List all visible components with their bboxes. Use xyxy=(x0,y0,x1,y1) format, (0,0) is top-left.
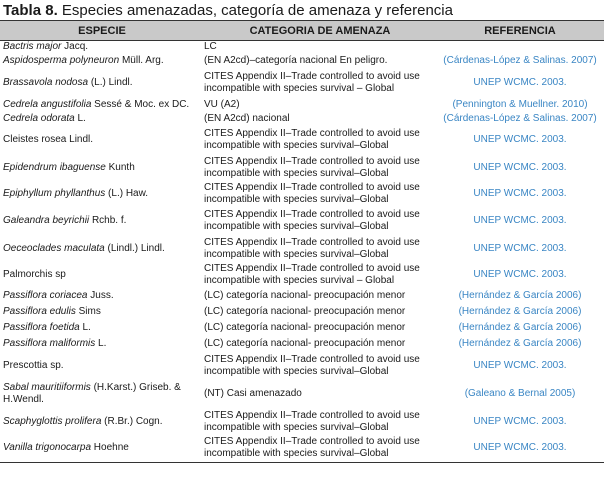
reference-cell: (Pennington & Muellner. 2010) xyxy=(452,99,588,110)
category-cell xyxy=(204,155,436,180)
table-row xyxy=(0,336,604,352)
category-line-cont: incompatible with species survival–Global xyxy=(204,448,389,460)
category-line: CITES Appendix II–Trade controlled to avoid use xyxy=(204,409,420,421)
reference-cell: UNEP WCMC. 2003. xyxy=(473,161,567,173)
threatened-species-table xyxy=(0,20,604,463)
category-line: CITES Appendix II–Trade controlled to avoid use xyxy=(204,155,420,167)
table-row xyxy=(0,408,604,435)
species-cell xyxy=(0,180,204,207)
table-header-row xyxy=(0,21,604,41)
table-row xyxy=(0,97,604,113)
table-row xyxy=(0,155,604,180)
category-cell xyxy=(204,380,436,408)
species-authority: Palmorchis sp xyxy=(3,269,66,280)
category-line: (NT) Casi amenazado xyxy=(204,388,302,399)
species-scientific-name: Aspidosperma polyneuron xyxy=(3,55,120,66)
table-body xyxy=(0,41,604,463)
category-cell xyxy=(204,320,436,336)
species-scientific-name: Bactris major xyxy=(3,41,62,52)
category-line: (LC) categoría nacional- preocupación menor xyxy=(204,338,406,349)
table-row xyxy=(0,288,604,304)
reference-cell: UNEP WCMC. 2003. xyxy=(473,415,567,427)
species-cell xyxy=(0,155,204,180)
species-scientific-name: Passiflora foetida xyxy=(3,322,80,333)
species-authority: Cleistes rosea Lindl. xyxy=(3,134,94,145)
species-scientific-name: Scaphyglottis prolifera xyxy=(3,415,102,427)
category-line: (LC) categoría nacional- preocupación menor xyxy=(204,290,406,301)
category-line: (LC) categoría nacional- preocupación menor xyxy=(204,306,406,317)
category-line: CITES Appendix II–Trade controlled to avoid use xyxy=(204,263,420,274)
table-caption xyxy=(3,1,453,20)
species-cell xyxy=(0,320,204,336)
category-line-cont: incompatible with species survival – Global xyxy=(204,83,395,94)
species-cell xyxy=(0,207,204,235)
species-authority-cont: H.Wendl. xyxy=(3,394,44,405)
species-cell xyxy=(0,380,204,408)
reference-cell: (Cárdenas-López & Salinas. 2007) xyxy=(443,113,597,124)
category-cell xyxy=(204,41,436,54)
species-scientific-name: Cedrela angustifolia xyxy=(3,99,92,110)
reference-cell: (Galeano & Bernal 2005) xyxy=(464,388,576,399)
species-authority: L. xyxy=(74,113,86,124)
species-cell xyxy=(0,69,204,97)
category-line-cont: incompatible with species survival–Global xyxy=(204,221,389,232)
category-line: (LC) categoría nacional- preocupación menor xyxy=(204,322,406,333)
header-species: ESPECIE xyxy=(0,21,204,41)
category-line-cont: incompatible with species survival–Global xyxy=(204,248,389,260)
category-line: VU (A2) xyxy=(204,99,240,110)
category-cell xyxy=(204,97,436,113)
reference-cell: UNEP WCMC. 2003. xyxy=(473,360,567,371)
category-line-cont: incompatible with species survival–Global xyxy=(204,167,389,179)
category-line: CITES Appendix II–Trade controlled to avoid use xyxy=(204,236,420,248)
reference-cell xyxy=(436,41,604,54)
category-cell xyxy=(204,53,436,69)
species-cell xyxy=(0,304,204,320)
category-line: LC xyxy=(204,41,217,52)
species-cell xyxy=(0,288,204,304)
species-scientific-name: Sabal mauritiiformis xyxy=(3,382,91,393)
species-cell xyxy=(0,113,204,125)
table-row xyxy=(0,125,604,155)
species-cell xyxy=(0,53,204,69)
table-row xyxy=(0,53,604,69)
species-scientific-name: Brassavola nodosa xyxy=(3,77,89,88)
species-authority: Prescottia sp. xyxy=(3,360,64,371)
category-line: (EN A2cd) nacional xyxy=(204,113,290,124)
category-cell xyxy=(204,69,436,97)
category-line-cont: incompatible with species survival–Global xyxy=(204,421,389,433)
table-caption-text: Especies amenazadas, categoría de amenaza y referencia xyxy=(61,2,453,19)
species-scientific-name: Epidendrum ibaguense xyxy=(3,161,106,173)
category-line-cont: incompatible with species survival–Global xyxy=(204,366,389,377)
category-cell xyxy=(204,235,436,262)
category-line: CITES Appendix II–Trade controlled to avoid use xyxy=(204,436,420,448)
table-row xyxy=(0,41,604,54)
table-row xyxy=(0,180,604,207)
table-row xyxy=(0,262,604,288)
table-row xyxy=(0,69,604,97)
species-scientific-name: Vanilla trigonocarpa xyxy=(3,442,92,454)
species-authority: L. xyxy=(95,338,107,349)
species-cell xyxy=(0,352,204,380)
species-authority: Sessé & Moc. ex DC. xyxy=(91,99,190,110)
category-cell xyxy=(204,288,436,304)
reference-cell: (Hernández & García 2006) xyxy=(458,338,582,349)
species-cell xyxy=(0,125,204,155)
reference-cell: UNEP WCMC. 2003. xyxy=(473,134,567,145)
species-cell xyxy=(0,336,204,352)
species-cell xyxy=(0,97,204,113)
species-authority: Juss. xyxy=(87,290,114,301)
species-cell xyxy=(0,262,204,288)
category-cell xyxy=(204,435,436,462)
reference-cell: UNEP WCMC. 2003. xyxy=(473,77,567,88)
species-scientific-name: Oeceoclades maculata xyxy=(3,242,105,254)
category-line-cont: incompatible with species survival–Global xyxy=(204,140,389,151)
category-line: CITES Appendix II–Trade controlled to avoid use xyxy=(204,181,420,193)
table-row xyxy=(0,380,604,408)
species-scientific-name: Passiflora coriacea xyxy=(3,290,88,301)
category-cell xyxy=(204,352,436,380)
category-cell xyxy=(204,113,436,125)
species-authority: L. xyxy=(79,322,91,333)
reference-cell: (Hernández & García 2006) xyxy=(458,322,582,333)
species-authority: (L.) Haw. xyxy=(105,187,149,199)
category-cell xyxy=(204,207,436,235)
species-scientific-name: Galeandra beyrichii xyxy=(3,215,90,226)
species-scientific-name: Passiflora edulis xyxy=(3,306,76,317)
header-category: CATEGORIA DE AMENAZA xyxy=(204,21,436,41)
reference-cell: UNEP WCMC. 2003. xyxy=(473,242,567,254)
species-authority: (L.) Lindl. xyxy=(88,77,133,88)
header-reference: REFERENCIA xyxy=(436,21,604,41)
species-scientific-name: Cedrela odorata xyxy=(3,113,75,124)
category-cell xyxy=(204,304,436,320)
species-authority: Rchb. f. xyxy=(89,215,127,226)
reference-cell: UNEP WCMC. 2003. xyxy=(473,187,567,199)
category-cell xyxy=(204,125,436,155)
species-cell xyxy=(0,435,204,462)
species-scientific-name: Passiflora maliformis xyxy=(3,338,96,349)
species-authority: Hoehne xyxy=(91,442,129,454)
category-line-cont: incompatible with species survival–Global xyxy=(204,193,389,205)
reference-cell: UNEP WCMC. 2003. xyxy=(473,269,567,280)
species-cell xyxy=(0,408,204,435)
species-cell xyxy=(0,41,204,54)
species-authority: Kunth xyxy=(105,161,135,173)
category-line: CITES Appendix II–Trade controlled to avoid use xyxy=(204,128,420,139)
category-cell xyxy=(204,262,436,288)
species-cell xyxy=(0,235,204,262)
reference-cell: (Hernández & García 2006) xyxy=(458,306,582,317)
species-authority: (Lindl.) Lindl. xyxy=(104,242,165,254)
table-row xyxy=(0,352,604,380)
table-row xyxy=(0,113,604,125)
category-line: CITES Appendix II–Trade controlled to avoid use xyxy=(204,354,420,365)
table-row xyxy=(0,435,604,462)
table-row xyxy=(0,304,604,320)
category-line-cont: incompatible with species survival – Global xyxy=(204,275,395,286)
category-cell xyxy=(204,336,436,352)
category-cell xyxy=(204,408,436,435)
species-authority: Jacq. xyxy=(61,41,89,52)
species-scientific-name: Epiphyllum phyllanthus xyxy=(3,187,106,199)
table-caption-label: Tabla 8. xyxy=(3,2,58,19)
table-row xyxy=(0,235,604,262)
reference-cell: (Hernández & García 2006) xyxy=(458,290,582,301)
reference-cell: UNEP WCMC. 2003. xyxy=(473,215,567,226)
reference-cell: (Cárdenas-López & Salinas. 2007) xyxy=(443,55,597,66)
table-row xyxy=(0,207,604,235)
species-authority: (H.Karst.) Griseb. & xyxy=(90,382,181,393)
category-line: CITES Appendix II–Trade controlled to avoid use xyxy=(204,71,420,82)
species-authority: Sims xyxy=(75,306,101,317)
species-authority: (R.Br.) Cogn. xyxy=(101,415,163,427)
reference-cell: UNEP WCMC. 2003. xyxy=(436,435,604,462)
category-cell xyxy=(204,180,436,207)
species-authority: Müll. Arg. xyxy=(119,55,164,66)
category-line: CITES Appendix II–Trade controlled to avoid use xyxy=(204,209,420,220)
table-row xyxy=(0,320,604,336)
category-line: (EN A2cd)–categoría nacional En peligro. xyxy=(204,55,388,66)
